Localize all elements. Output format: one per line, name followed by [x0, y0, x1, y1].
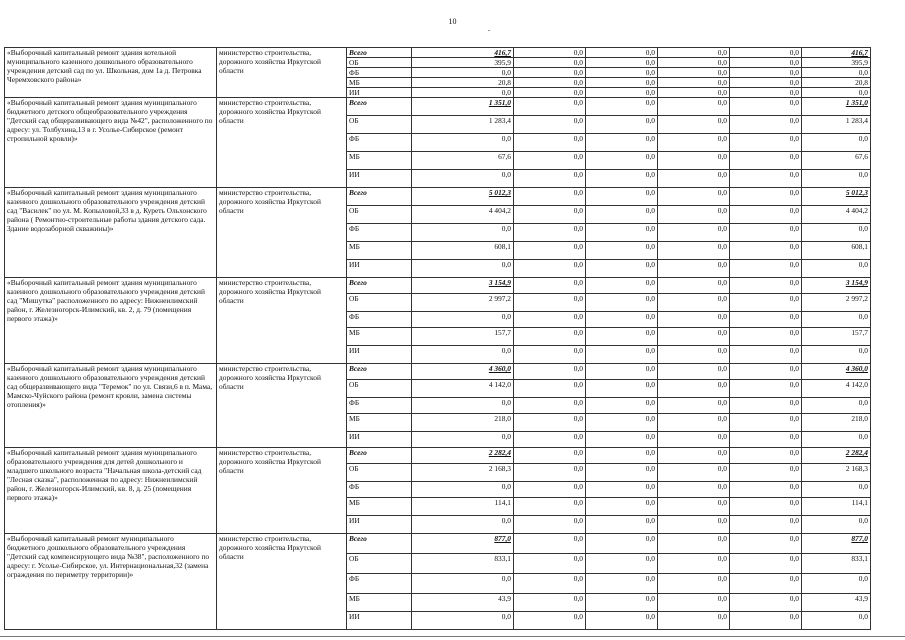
year-amount-cell: 0,0 — [730, 68, 802, 78]
year-amount-cell: 0,0 — [730, 98, 802, 116]
year-amount-cell: 0,0 — [514, 98, 586, 116]
funding-source-label: ФБ — [347, 312, 412, 328]
funding-source-label: Всего — [347, 448, 412, 464]
year-amount-cell: 0,0 — [586, 188, 658, 206]
year-amount-cell: 0,0 — [514, 88, 586, 98]
funding-source-label: МБ — [347, 498, 412, 516]
year-amount-cell: 0,0 — [658, 278, 730, 294]
year-amount-cell: 0,0 — [586, 58, 658, 68]
year-amount-cell: 0,0 — [586, 152, 658, 170]
funding-source-label: ФБ — [347, 68, 412, 78]
year-amount-cell: 0,0 — [730, 346, 802, 364]
year-amount-cell: 0,0 — [730, 134, 802, 152]
total-amount-cell: 0,0 — [412, 260, 514, 278]
year-amount-cell: 0,0 — [730, 152, 802, 170]
total-amount-cell: 416,7 — [412, 48, 514, 58]
year-amount-cell: 0,0 — [658, 152, 730, 170]
funding-source-label: МБ — [347, 78, 412, 88]
year-amount-cell: 0,0 — [514, 312, 586, 328]
year-amount-cell: 0,0 — [658, 482, 730, 498]
final-amount-cell: 395,9 — [802, 58, 871, 68]
year-amount-cell: 0,0 — [586, 346, 658, 364]
year-amount-cell: 0,0 — [514, 116, 586, 134]
total-amount-cell: 1 351,0 — [412, 98, 514, 116]
year-amount-cell: 0,0 — [730, 278, 802, 294]
funding-source-label: ИИ — [347, 432, 412, 448]
final-amount-cell: 416,7 — [802, 48, 871, 58]
year-amount-cell: 0,0 — [658, 448, 730, 464]
year-amount-cell: 0,0 — [514, 134, 586, 152]
total-amount-cell: 833,1 — [412, 554, 514, 574]
funding-source-label: Всего — [347, 278, 412, 294]
year-amount-cell: 0,0 — [730, 58, 802, 68]
year-amount-cell: 0,0 — [586, 328, 658, 346]
funding-source-label: Всего — [347, 364, 412, 380]
year-amount-cell: 0,0 — [658, 48, 730, 58]
year-amount-cell: 0,0 — [586, 364, 658, 380]
funding-source-label: ИИ — [347, 88, 412, 98]
year-amount-cell: 0,0 — [514, 346, 586, 364]
year-amount-cell: 0,0 — [586, 594, 658, 612]
final-amount-cell: 608,1 — [802, 242, 871, 260]
project-description: «Выборочный капитальный ремонт здания муниципального образовательного учреждения для детей дошкольного и младшего школьного возраста "Начальная школа-детский сад "Лесная сказка", расположенная по адресу: Нижнеилимский район, г. Железногорск-Илимский, кв. 8, д. 25 (помещения первого этажа)» — [5, 448, 217, 534]
year-amount-cell: 0,0 — [586, 294, 658, 312]
year-amount-cell: 0,0 — [730, 294, 802, 312]
year-amount-cell: 0,0 — [658, 464, 730, 482]
funding-source-label: ИИ — [347, 346, 412, 364]
final-amount-cell: 0,0 — [802, 312, 871, 328]
year-amount-cell: 0,0 — [730, 78, 802, 88]
year-amount-cell: 0,0 — [658, 398, 730, 414]
year-amount-cell: 0,0 — [658, 206, 730, 224]
year-amount-cell: 0,0 — [586, 170, 658, 188]
year-amount-cell: 0,0 — [658, 498, 730, 516]
final-amount-cell: 3 154,9 — [802, 278, 871, 294]
final-amount-cell: 4 404,2 — [802, 206, 871, 224]
project-description: «Выборочный капитальный ремонт здания муниципального казенного дошкольного образовательного учреждения детский сад "Василек" по ул. М. Копыловой,33 в д. Куреть Ольхонского района ( Ремонтно-строительные работы здания детского сада. Здание водозаборной скважины)» — [5, 188, 217, 278]
year-amount-cell: 0,0 — [730, 88, 802, 98]
year-amount-cell: 0,0 — [514, 594, 586, 612]
final-amount-cell: 1 351,0 — [802, 98, 871, 116]
table-row — [5, 98, 871, 116]
year-amount-cell: 0,0 — [658, 88, 730, 98]
funding-source-label: МБ — [347, 152, 412, 170]
year-amount-cell: 0,0 — [586, 48, 658, 58]
funding-source-label: Всего — [347, 98, 412, 116]
funding-source-label: ОБ — [347, 380, 412, 398]
funding-source-label: ИИ — [347, 260, 412, 278]
year-amount-cell: 0,0 — [586, 464, 658, 482]
year-amount-cell: 0,0 — [514, 294, 586, 312]
year-amount-cell: 0,0 — [586, 432, 658, 448]
table-row — [5, 364, 871, 380]
funding-source-label: МБ — [347, 414, 412, 432]
funding-source-label: Всего — [347, 48, 412, 58]
year-amount-cell: 0,0 — [730, 414, 802, 432]
year-amount-cell: 0,0 — [586, 98, 658, 116]
year-amount-cell: 0,0 — [658, 328, 730, 346]
year-amount-cell: 0,0 — [514, 152, 586, 170]
table-row — [5, 534, 871, 554]
table-row — [5, 278, 871, 294]
year-amount-cell: 0,0 — [658, 364, 730, 380]
year-amount-cell: 0,0 — [586, 242, 658, 260]
year-amount-cell: 0,0 — [730, 116, 802, 134]
total-amount-cell: 43,9 — [412, 594, 514, 612]
final-amount-cell: 0,0 — [802, 134, 871, 152]
year-amount-cell: 0,0 — [586, 380, 658, 398]
year-amount-cell: 0,0 — [658, 294, 730, 312]
year-amount-cell: 0,0 — [586, 534, 658, 554]
year-amount-cell: 0,0 — [586, 498, 658, 516]
funding-source-label: МБ — [347, 328, 412, 346]
year-amount-cell: 0,0 — [658, 68, 730, 78]
project-executor: министерство строительства, дорожного хозяйства Иркутской области — [217, 278, 347, 364]
year-amount-cell: 0,0 — [658, 346, 730, 364]
total-amount-cell: 0,0 — [412, 68, 514, 78]
total-amount-cell: 4 360,0 — [412, 364, 514, 380]
final-amount-cell: 5 012,3 — [802, 188, 871, 206]
page-bottom-edge — [0, 636, 905, 637]
year-amount-cell: 0,0 — [586, 414, 658, 432]
year-amount-cell: 0,0 — [514, 364, 586, 380]
funding-source-label: ОБ — [347, 554, 412, 574]
year-amount-cell: 0,0 — [586, 68, 658, 78]
year-amount-cell: 0,0 — [658, 380, 730, 398]
total-amount-cell: 114,1 — [412, 498, 514, 516]
project-description: «Выборочный капитальный ремонт муниципального бюджетного дошкольного образовательного учреждения "Детский сад компенсирующего вида №38", расположенного по адресу: г. Усолье-Сибирское, ул. Интернациональная,32 (замена ограждения по периметру территории)» — [5, 534, 217, 630]
budget-table — [4, 47, 871, 630]
total-amount-cell: 395,9 — [412, 58, 514, 68]
final-amount-cell: 2 282,4 — [802, 448, 871, 464]
year-amount-cell: 0,0 — [730, 328, 802, 346]
total-amount-cell: 0,0 — [412, 398, 514, 414]
final-amount-cell: 43,9 — [802, 594, 871, 612]
year-amount-cell: 0,0 — [658, 432, 730, 448]
year-amount-cell: 0,0 — [730, 498, 802, 516]
total-amount-cell: 0,0 — [412, 432, 514, 448]
total-amount-cell: 5 012,3 — [412, 188, 514, 206]
year-amount-cell: 0,0 — [658, 78, 730, 88]
year-amount-cell: 0,0 — [514, 612, 586, 630]
final-amount-cell: 0,0 — [802, 398, 871, 414]
final-amount-cell: 67,6 — [802, 152, 871, 170]
final-amount-cell: 833,1 — [802, 554, 871, 574]
year-amount-cell: 0,0 — [730, 364, 802, 380]
table-row — [5, 48, 871, 58]
table-row — [5, 448, 871, 464]
project-executor: министерство строительства, дорожного хозяйства Иркутской области — [217, 98, 347, 188]
year-amount-cell: 0,0 — [730, 206, 802, 224]
funding-source-label: ИИ — [347, 612, 412, 630]
year-amount-cell: 0,0 — [730, 594, 802, 612]
year-amount-cell: 0,0 — [658, 134, 730, 152]
year-amount-cell: 0,0 — [658, 58, 730, 68]
final-amount-cell: 0,0 — [802, 346, 871, 364]
year-amount-cell: 0,0 — [586, 260, 658, 278]
year-amount-cell: 0,0 — [586, 554, 658, 574]
total-amount-cell: 2 168,3 — [412, 464, 514, 482]
funding-source-label: ИИ — [347, 170, 412, 188]
year-amount-cell: 0,0 — [514, 48, 586, 58]
funding-source-label: ОБ — [347, 116, 412, 134]
year-amount-cell: 0,0 — [730, 432, 802, 448]
year-amount-cell: 0,0 — [514, 278, 586, 294]
total-amount-cell: 0,0 — [412, 574, 514, 594]
year-amount-cell: 0,0 — [514, 224, 586, 242]
final-amount-cell: 157,7 — [802, 328, 871, 346]
final-amount-cell: 218,0 — [802, 414, 871, 432]
year-amount-cell: 0,0 — [658, 554, 730, 574]
project-executor: министерство строительства, дорожного хозяйства Иркутской области — [217, 534, 347, 630]
scan-speck — [488, 30, 490, 31]
total-amount-cell: 0,0 — [412, 134, 514, 152]
year-amount-cell: 0,0 — [730, 224, 802, 242]
year-amount-cell: 0,0 — [514, 380, 586, 398]
final-amount-cell: 0,0 — [802, 68, 871, 78]
year-amount-cell: 0,0 — [658, 224, 730, 242]
year-amount-cell: 0,0 — [730, 398, 802, 414]
total-amount-cell: 0,0 — [412, 516, 514, 534]
year-amount-cell: 0,0 — [586, 574, 658, 594]
funding-source-label: МБ — [347, 242, 412, 260]
year-amount-cell: 0,0 — [730, 534, 802, 554]
final-amount-cell: 1 283,4 — [802, 116, 871, 134]
year-amount-cell: 0,0 — [514, 242, 586, 260]
project-description: «Выборочный капитальный ремонт здания муниципального бюджетного детского общеобразовательного учреждения "Детский сад общеразвивающего вида №42", расположенного по адресу: ул. Толбухина,13 в г. Усолье-Сибирское (ремонт стропильной кровли)» — [5, 98, 217, 188]
year-amount-cell: 0,0 — [514, 448, 586, 464]
funding-source-label: ОБ — [347, 206, 412, 224]
year-amount-cell: 0,0 — [514, 554, 586, 574]
year-amount-cell: 0,0 — [514, 58, 586, 68]
funding-source-label: Всего — [347, 188, 412, 206]
year-amount-cell: 0,0 — [586, 612, 658, 630]
year-amount-cell: 0,0 — [514, 78, 586, 88]
year-amount-cell: 0,0 — [730, 48, 802, 58]
year-amount-cell: 0,0 — [586, 88, 658, 98]
table-row — [5, 188, 871, 206]
project-description: «Выборочный капитальный ремонт здания муниципального казенного дошкольного образовательного учреждения детский сад "Мишутка" расположенного по адресу: Нижнеилимский район, г. Железногорск-Илимский, кв. 2, д. 79 (помещения первого этажа)» — [5, 278, 217, 364]
year-amount-cell: 0,0 — [730, 380, 802, 398]
year-amount-cell: 0,0 — [730, 464, 802, 482]
year-amount-cell: 0,0 — [514, 206, 586, 224]
final-amount-cell: 0,0 — [802, 612, 871, 630]
total-amount-cell: 4 142,0 — [412, 380, 514, 398]
year-amount-cell: 0,0 — [514, 482, 586, 498]
final-amount-cell: 114,1 — [802, 498, 871, 516]
year-amount-cell: 0,0 — [658, 98, 730, 116]
year-amount-cell: 0,0 — [658, 534, 730, 554]
total-amount-cell: 157,7 — [412, 328, 514, 346]
total-amount-cell: 3 154,9 — [412, 278, 514, 294]
year-amount-cell: 0,0 — [730, 170, 802, 188]
total-amount-cell: 4 404,2 — [412, 206, 514, 224]
year-amount-cell: 0,0 — [586, 278, 658, 294]
final-amount-cell: 0,0 — [802, 170, 871, 188]
year-amount-cell: 0,0 — [730, 312, 802, 328]
year-amount-cell: 0,0 — [514, 68, 586, 78]
year-amount-cell: 0,0 — [586, 78, 658, 88]
final-amount-cell: 0,0 — [802, 482, 871, 498]
funding-source-label: ФБ — [347, 134, 412, 152]
funding-source-label: ФБ — [347, 574, 412, 594]
year-amount-cell: 0,0 — [730, 260, 802, 278]
project-description: «Выборочный капитальный ремонт здания муниципального казенного дошкольного образовательного учреждения детский сад общеразвивающего вида "Теремок" по ул. Связи,6 в п. Мама, Мамско-Чуйского района (ремонт кровли, замена системы отопления)» — [5, 364, 217, 448]
year-amount-cell: 0,0 — [658, 574, 730, 594]
total-amount-cell: 2 282,4 — [412, 448, 514, 464]
funding-source-label: ФБ — [347, 482, 412, 498]
year-amount-cell: 0,0 — [658, 414, 730, 432]
year-amount-cell: 0,0 — [658, 312, 730, 328]
total-amount-cell: 67,6 — [412, 152, 514, 170]
final-amount-cell: 0,0 — [802, 432, 871, 448]
year-amount-cell: 0,0 — [730, 242, 802, 260]
year-amount-cell: 0,0 — [658, 116, 730, 134]
year-amount-cell: 0,0 — [730, 516, 802, 534]
total-amount-cell: 2 997,2 — [412, 294, 514, 312]
total-amount-cell: 0,0 — [412, 612, 514, 630]
project-description: «Выборочный капитальный ремонт здания котельной муниципального казенного дошкольного образовательного учреждения детский сад по ул. Школьная, дом 1а д. Петровка Черемховского района» — [5, 48, 217, 98]
final-amount-cell: 2 997,2 — [802, 294, 871, 312]
project-executor: министерство строительства, дорожного хозяйства Иркутской области — [217, 188, 347, 278]
year-amount-cell: 0,0 — [586, 206, 658, 224]
year-amount-cell: 0,0 — [586, 448, 658, 464]
total-amount-cell: 877,0 — [412, 534, 514, 554]
year-amount-cell: 0,0 — [514, 574, 586, 594]
final-amount-cell: 0,0 — [802, 260, 871, 278]
year-amount-cell: 0,0 — [586, 134, 658, 152]
year-amount-cell: 0,0 — [514, 464, 586, 482]
year-amount-cell: 0,0 — [514, 414, 586, 432]
year-amount-cell: 0,0 — [514, 260, 586, 278]
final-amount-cell: 0,0 — [802, 516, 871, 534]
total-amount-cell: 0,0 — [412, 482, 514, 498]
year-amount-cell: 0,0 — [514, 328, 586, 346]
year-amount-cell: 0,0 — [514, 398, 586, 414]
year-amount-cell: 0,0 — [658, 516, 730, 534]
year-amount-cell: 0,0 — [658, 242, 730, 260]
final-amount-cell: 0,0 — [802, 88, 871, 98]
year-amount-cell: 0,0 — [658, 188, 730, 206]
funding-source-label: ФБ — [347, 398, 412, 414]
year-amount-cell: 0,0 — [586, 482, 658, 498]
year-amount-cell: 0,0 — [730, 448, 802, 464]
funding-source-label: МБ — [347, 594, 412, 612]
year-amount-cell: 0,0 — [586, 312, 658, 328]
funding-source-label: ОБ — [347, 58, 412, 68]
year-amount-cell: 0,0 — [730, 188, 802, 206]
year-amount-cell: 0,0 — [658, 260, 730, 278]
project-executor: министерство строительства, дорожного хозяйства Иркутской области — [217, 448, 347, 534]
total-amount-cell: 0,0 — [412, 88, 514, 98]
total-amount-cell: 218,0 — [412, 414, 514, 432]
total-amount-cell: 1 283,4 — [412, 116, 514, 134]
funding-source-label: ФБ — [347, 224, 412, 242]
funding-source-label: ОБ — [347, 464, 412, 482]
year-amount-cell: 0,0 — [586, 224, 658, 242]
year-amount-cell: 0,0 — [586, 516, 658, 534]
year-amount-cell: 0,0 — [514, 432, 586, 448]
project-executor: министерство строительства, дорожного хозяйства Иркутской области — [217, 364, 347, 448]
year-amount-cell: 0,0 — [730, 482, 802, 498]
total-amount-cell: 608,1 — [412, 242, 514, 260]
year-amount-cell: 0,0 — [730, 554, 802, 574]
year-amount-cell: 0,0 — [730, 612, 802, 630]
funding-source-label: ОБ — [347, 294, 412, 312]
final-amount-cell: 0,0 — [802, 574, 871, 594]
page-number: 10 — [448, 17, 457, 26]
final-amount-cell: 877,0 — [802, 534, 871, 554]
year-amount-cell: 0,0 — [514, 188, 586, 206]
funding-source-label: Всего — [347, 534, 412, 554]
year-amount-cell: 0,0 — [514, 170, 586, 188]
year-amount-cell: 0,0 — [586, 398, 658, 414]
year-amount-cell: 0,0 — [730, 574, 802, 594]
total-amount-cell: 0,0 — [412, 170, 514, 188]
year-amount-cell: 0,0 — [658, 612, 730, 630]
year-amount-cell: 0,0 — [658, 170, 730, 188]
table-body — [5, 48, 871, 630]
year-amount-cell: 0,0 — [514, 516, 586, 534]
total-amount-cell: 0,0 — [412, 312, 514, 328]
project-executor: министерство строительства, дорожного хозяйства Иркутской области — [217, 48, 347, 98]
final-amount-cell: 0,0 — [802, 224, 871, 242]
total-amount-cell: 20,8 — [412, 78, 514, 88]
funding-source-label: ИИ — [347, 516, 412, 534]
final-amount-cell: 4 142,0 — [802, 380, 871, 398]
year-amount-cell: 0,0 — [514, 534, 586, 554]
final-amount-cell: 20,8 — [802, 78, 871, 88]
year-amount-cell: 0,0 — [586, 116, 658, 134]
year-amount-cell: 0,0 — [658, 594, 730, 612]
year-amount-cell: 0,0 — [514, 498, 586, 516]
final-amount-cell: 4 360,0 — [802, 364, 871, 380]
total-amount-cell: 0,0 — [412, 224, 514, 242]
final-amount-cell: 2 168,3 — [802, 464, 871, 482]
total-amount-cell: 0,0 — [412, 346, 514, 364]
